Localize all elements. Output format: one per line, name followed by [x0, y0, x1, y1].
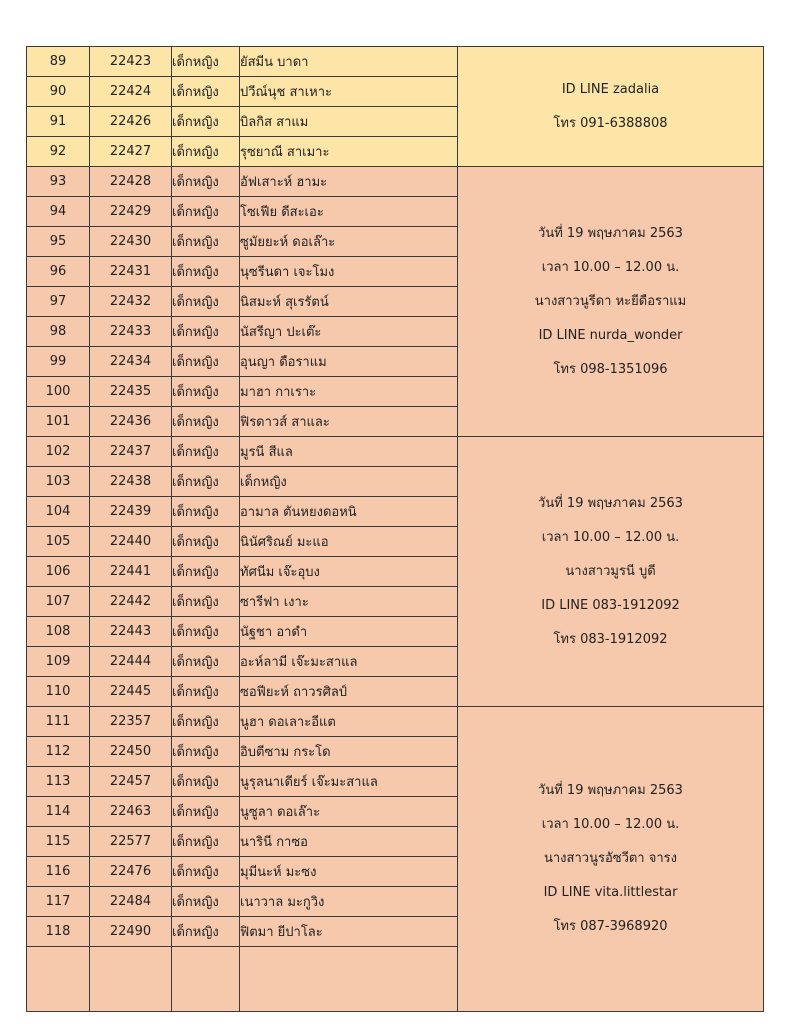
contact-line: ID LINE nurda_wonder [538, 327, 683, 343]
student-title: เด็กหญิง [172, 797, 240, 827]
student-title: เด็กหญิง [172, 527, 240, 557]
row-number: 111 [27, 707, 90, 737]
student-name: อุนญา ดือราแม [240, 347, 458, 377]
student-id: 22423 [90, 47, 172, 77]
student-name: มาฮา กาเราะ [240, 377, 458, 407]
row-number: 97 [27, 287, 90, 317]
row-number: 110 [27, 677, 90, 707]
student-name: นารินี กาซอ [240, 827, 458, 857]
student-name: ซูมัยยะห์ ดอเล๊าะ [240, 227, 458, 257]
student-name: เนาวาล มะกูวิง [240, 887, 458, 917]
student-title: เด็กหญิง [172, 737, 240, 767]
row-number: 107 [27, 587, 90, 617]
student-id: 22457 [90, 767, 172, 797]
student-title: เด็กหญิง [172, 137, 240, 167]
student-title: เด็กหญิง [172, 197, 240, 227]
student-id: 22439 [90, 497, 172, 527]
student-title: เด็กหญิง [172, 107, 240, 137]
empty-cell [172, 947, 240, 1012]
student-id: 22435 [90, 377, 172, 407]
student-name: นัฐชา อาดำ [240, 617, 458, 647]
student-id: 22438 [90, 467, 172, 497]
row-number: 108 [27, 617, 90, 647]
student-title: เด็กหญิง [172, 347, 240, 377]
row-number: 112 [27, 737, 90, 767]
contact-line: ID LINE 083-1912092 [541, 597, 680, 613]
student-title: เด็กหญิง [172, 407, 240, 437]
student-title: เด็กหญิง [172, 257, 240, 287]
student-name: บิลกิส สาแม [240, 107, 458, 137]
row-number: 114 [27, 797, 90, 827]
student-name: อิบตีซาม กระโด [240, 737, 458, 767]
student-name: อัฟเสาะห์ ฮามะ [240, 167, 458, 197]
row-number: 109 [27, 647, 90, 677]
student-id: 22427 [90, 137, 172, 167]
student-name: มุมีนะห์ มะซง [240, 857, 458, 887]
student-title: เด็กหญิง [172, 47, 240, 77]
student-name: นูซูลา ดอเล๊าะ [240, 797, 458, 827]
student-name: ซอฟียะห์ ถาวรศิลป์ [240, 677, 458, 707]
row-number: 89 [27, 47, 90, 77]
student-title: เด็กหญิง [172, 707, 240, 737]
contact-line: วันที่ 19 พฤษภาคม 2563 [538, 225, 683, 241]
student-id: 22432 [90, 287, 172, 317]
row-number: 100 [27, 377, 90, 407]
contact-line: ID LINE zadalia [561, 81, 660, 97]
student-id: 22577 [90, 827, 172, 857]
student-id: 22443 [90, 617, 172, 647]
student-id: 22440 [90, 527, 172, 557]
row-number: 115 [27, 827, 90, 857]
student-title: เด็กหญิง [172, 317, 240, 347]
row-number: 94 [27, 197, 90, 227]
student-id: 22430 [90, 227, 172, 257]
row-number: 106 [27, 557, 90, 587]
student-name: ซารีฟา เงาะ [240, 587, 458, 617]
student-id: 22445 [90, 677, 172, 707]
student-title: เด็กหญิง [172, 587, 240, 617]
empty-cell [27, 947, 90, 1012]
student-name: นูฮา ดอเลาะอีแต [240, 707, 458, 737]
contact-line: นางสาวนูรีดา หะยีดือราแม [534, 293, 687, 309]
student-title: เด็กหญิง [172, 437, 240, 467]
student-title: เด็กหญิง [172, 677, 240, 707]
contact-line: ID LINE vita.littlestar [543, 885, 678, 900]
student-id: 22437 [90, 437, 172, 467]
row-number: 101 [27, 407, 90, 437]
student-id: 22444 [90, 647, 172, 677]
contact-line: โทร 083-1912092 [553, 631, 668, 647]
student-name: ทัศนีม เจ๊ะอุบง [240, 557, 458, 587]
table-row [27, 167, 764, 197]
contact-info-cell [458, 167, 764, 437]
row-number: 96 [27, 257, 90, 287]
student-title: เด็กหญิง [172, 77, 240, 107]
student-title: เด็กหญิง [172, 497, 240, 527]
row-number: 113 [27, 767, 90, 797]
student-id: 22450 [90, 737, 172, 767]
contact-line: วันที่ 19 พฤษภาคม 2563 [538, 783, 683, 798]
student-title: เด็กหญิง [172, 227, 240, 257]
row-number: 103 [27, 467, 90, 497]
roster-body [27, 47, 764, 1012]
contact-line: วันที่ 19 พฤษภาคม 2563 [538, 495, 683, 511]
row-number: 116 [27, 857, 90, 887]
row-number: 118 [27, 917, 90, 947]
student-id: 22442 [90, 587, 172, 617]
table-row [27, 47, 764, 77]
row-number: 93 [27, 167, 90, 197]
student-name: ฟิรดาวส์ สาและ [240, 407, 458, 437]
row-number: 95 [27, 227, 90, 257]
student-name: นินัศริณย์ มะแอ [240, 527, 458, 557]
contact-line: เวลา 10.00 – 12.00 น. [541, 817, 680, 832]
student-name: นัสรีญา ปะเต๊ะ [240, 317, 458, 347]
student-id: 22357 [90, 707, 172, 737]
student-id: 22484 [90, 887, 172, 917]
empty-cell [90, 947, 172, 1012]
student-name: ฟิตมา ยีปาโละ [240, 917, 458, 947]
student-title: เด็กหญิง [172, 917, 240, 947]
student-id: 22441 [90, 557, 172, 587]
student-title: เด็กหญิง [172, 287, 240, 317]
row-number: 104 [27, 497, 90, 527]
student-name: รุซยาณี สาเมาะ [240, 137, 458, 167]
student-title: เด็กหญิง [172, 647, 240, 677]
student-name: ปวีณ์นุช สาเหาะ [240, 77, 458, 107]
student-name: นูรุลนาเดียร์ เจ๊ะมะสาแล [240, 767, 458, 797]
student-title: เด็กหญิง [172, 467, 240, 497]
student-name: มูรนี สีแล [240, 437, 458, 467]
student-id: 22490 [90, 917, 172, 947]
row-number: 99 [27, 347, 90, 377]
student-title: เด็กหญิง [172, 827, 240, 857]
contact-info-cell [458, 47, 764, 167]
student-id: 22424 [90, 77, 172, 107]
student-name: นุซรีนดา เจะโมง [240, 257, 458, 287]
student-id: 22463 [90, 797, 172, 827]
student-id: 22476 [90, 857, 172, 887]
contact-line: โทร 091-6388808 [553, 115, 668, 131]
row-number: 98 [27, 317, 90, 347]
student-title: เด็กหญิง [172, 167, 240, 197]
student-title: เด็กหญิง [172, 557, 240, 587]
student-title: เด็กหญิง [172, 377, 240, 407]
student-id: 22431 [90, 257, 172, 287]
row-number: 105 [27, 527, 90, 557]
row-number: 91 [27, 107, 90, 137]
student-id: 22428 [90, 167, 172, 197]
row-number: 102 [27, 437, 90, 467]
student-id: 22429 [90, 197, 172, 227]
empty-cell [240, 947, 458, 1012]
student-title: เด็กหญิง [172, 617, 240, 647]
student-name: อามาล ตันหยงดอหนิ [240, 497, 458, 527]
student-id: 22436 [90, 407, 172, 437]
contact-info-cell [458, 437, 764, 707]
contact-line: เวลา 10.00 – 12.00 น. [541, 529, 680, 545]
student-id: 22434 [90, 347, 172, 377]
student-title: เด็กหญิง [172, 767, 240, 797]
table-row [27, 707, 764, 737]
student-name: เด็กหญิง [240, 467, 458, 497]
contact-line: นางสาวมูรนี บูดี [565, 563, 656, 579]
row-number: 90 [27, 77, 90, 107]
contact-line: โทร 098-1351096 [553, 361, 668, 377]
table-row [27, 437, 764, 467]
student-roster-table [26, 46, 764, 1012]
student-title: เด็กหญิง [172, 887, 240, 917]
student-id: 22433 [90, 317, 172, 347]
contact-info-cell [458, 707, 764, 1012]
student-id: 22426 [90, 107, 172, 137]
student-name: โซเฟีย ดีสะเอะ [240, 197, 458, 227]
row-number: 92 [27, 137, 90, 167]
contact-line: โทร 087-3968920 [553, 919, 668, 934]
contact-line: นางสาวนูรอัซวีตา จารง [544, 851, 677, 866]
contact-line: เวลา 10.00 – 12.00 น. [541, 259, 680, 275]
student-name: นิสมะห์ สุเรรัตน์ [240, 287, 458, 317]
row-number: 117 [27, 887, 90, 917]
student-name: อะห์ลามี เจ๊ะมะสาแล [240, 647, 458, 677]
student-name: ยัสมีน บาดา [240, 47, 458, 77]
student-title: เด็กหญิง [172, 857, 240, 887]
